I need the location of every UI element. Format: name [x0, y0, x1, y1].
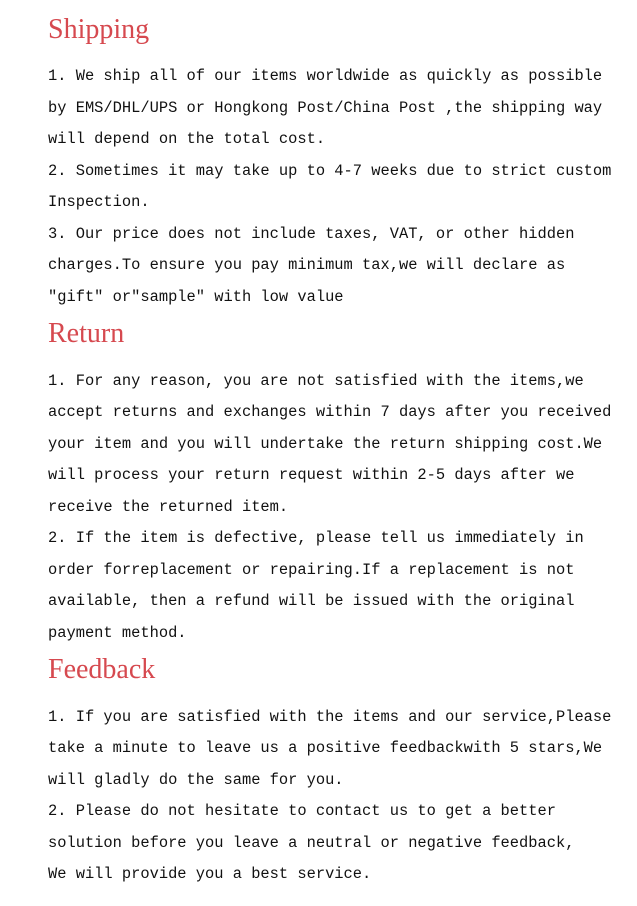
shipping-line: "gift" or"sample" with low value [48, 288, 344, 306]
shipping-line: Inspection. [48, 193, 150, 211]
return-line: accept returns and exchanges within 7 days after you received [48, 403, 612, 421]
shipping-line: charges.To ensure you pay minimum tax,we will declare as [48, 256, 566, 274]
feedback-heading: Feedback [48, 654, 156, 685]
feedback-line: solution before you leave a neutral or negative feedback, [48, 834, 575, 852]
return-line: 2. If the item is defective, please tell us immediately in [48, 529, 584, 547]
return-heading: Return [48, 318, 125, 349]
feedback-line: 2. Please do not hesitate to contact us to get a better [48, 802, 556, 820]
shipping-line: 3. Our price does not include taxes, VAT, or other hidden [48, 225, 575, 243]
feedback-line: We will provide you a best service. [48, 865, 372, 883]
shipping-heading: Shipping [48, 14, 150, 45]
shipping-line: by EMS/DHL/UPS or Hongkong Post/China Post ,the shipping way [48, 99, 603, 117]
shipping-line: will depend on the total cost. [48, 130, 326, 148]
shipping-line: 2. Sometimes it may take up to 4-7 weeks due to strict custom [48, 162, 612, 180]
return-line: order forreplacement or repairing.If a replacement is not [48, 561, 575, 579]
feedback-line: will gladly do the same for you. [48, 771, 344, 789]
feedback-line: 1. If you are satisfied with the items and our service,Please [48, 708, 612, 726]
feedback-line: take a minute to leave us a positive feedbackwith 5 stars,We [48, 739, 603, 757]
return-line: payment method. [48, 624, 187, 642]
return-line: will process your return request within 2-5 days after we [48, 466, 575, 484]
return-line: your item and you will undertake the return shipping cost.We [48, 435, 603, 453]
return-line: receive the returned item. [48, 498, 289, 516]
shipping-line: 1. We ship all of our items worldwide as quickly as possible [48, 67, 603, 85]
return-line: 1. For any reason, you are not satisfied with the items,we [48, 372, 584, 390]
return-line: available, then a refund will be issued with the original [48, 592, 575, 610]
